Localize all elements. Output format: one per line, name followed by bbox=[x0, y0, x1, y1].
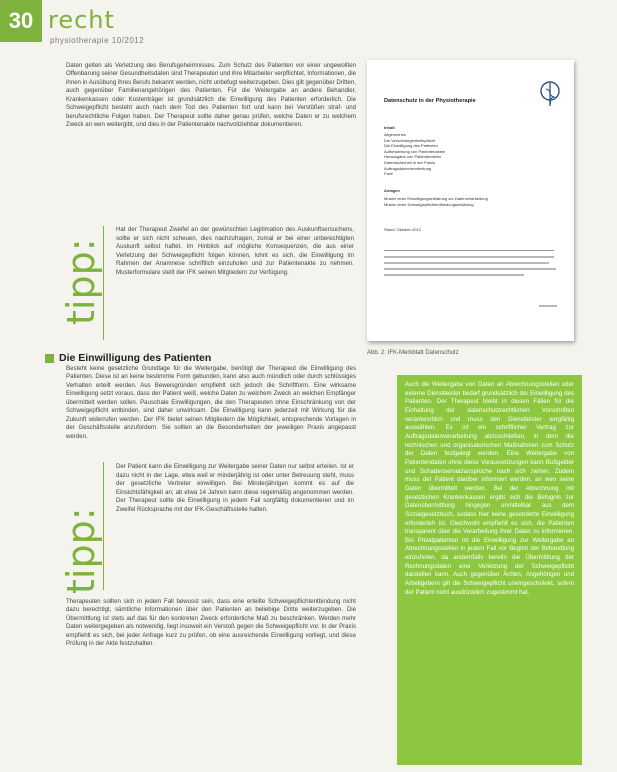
tip-label-2: tipp: bbox=[59, 507, 103, 594]
document-page-mark bbox=[539, 305, 557, 307]
closing-paragraph bbox=[66, 598, 356, 760]
annex-item: Muster einer Schweigepflichtentbindungserklärung bbox=[384, 201, 474, 207]
closing-text: Therapeuten sollten sich in jedem Fall bewusst sein, dass eine erteilte Schweigepflichtentbindung nicht dazu berechtigt, sämtliche Informationen über den Patienten an beliebige Dritte weiterzugeben. Die Übermittlung ist stets auf das für den konkreten Zweck erforderliche Maß zu beschränken. Werden mehr Daten weitergegeben als notwendig, liegt insoweit ein Verstoß gegen die Schweigepflicht vor. In der Praxis empfiehlt es sich, bei jeder Anfrage kurz zu prüfen, ob eine ausreichende Einwilligung vorliegt, und diese Prüfung in der Akte festzuhalten. bbox=[66, 598, 356, 648]
heading-square-icon bbox=[45, 354, 54, 363]
toc-item: Allgemeines bbox=[384, 132, 406, 137]
toc-list bbox=[384, 132, 534, 177]
issue-label: physiotherapie 10/2012 bbox=[50, 36, 145, 45]
annex-list bbox=[384, 196, 559, 207]
document-body-lines bbox=[384, 256, 559, 280]
tip-text-2: Der Patient kann die Einwilligung zur Weitergabe seiner Daten nur selbst erteilen. Ist er dazu nicht in der Lage, etwa weil er minderjährig ist oder unter Betreuung steht, muss der gesetzliche Vertreter einwilligen. Bei Minderjährigen kommt es auf die Einsichtsfähigkeit an; ab etwa 14 Jahren kann diese regelmäßig angenommen werden. Der Therapeut sollte die Einwilligung in jedem Fall sorgfältig dokumentieren und im Zweifel Rücksprache mit der IFK-Geschäftsstelle halten. bbox=[116, 463, 354, 513]
consent-text: Besteht keine gesetzliche Grundlage für die Weitergabe, benötigt der Therapeut die Einwilligung des Patienten. Diese ist an keine bestimmte Form gebunden, kann also auch mündlich oder durch schlüssiges Verhalten erteilt werden. Aus Beweisgründen empfiehlt sich jedoch die Schriftform. Eine wirksame Einwilligung setzt voraus, dass der Patient weiß, welche Daten zu welchem Zweck an welchen Empfänger übermittelt werden sollen. Pauschale Einwilligungen, die den Therapeuten ohne Einschränkung von der Schweigepflicht entbinden, sind daher unwirksam. Die Einwilligung kann jederzeit mit Wirkung für die Zukunft widerrufen werden. Der IFK bietet seinen Mitgliedern die Möglichkeit, entsprechende Vorlagen in der Geschäftsstelle anzufordern. Sie sollten an die Besonderheiten der jeweiligen Praxis angepasst werden. bbox=[66, 365, 356, 440]
intro-paragraph bbox=[66, 62, 356, 222]
sidebar-box-text: Auch die Weitergabe von Daten an Abrechnungsstellen oder externe Dienstleister bedarf grundsätzlich der Einwilligung des Patienten. Der Therapeut bleibt in diesen Fällen für die Einhaltung der datenschutzrechtlichen Vorschriften verantwortlich und muss den Dienstleister sorgfältig auswählen. Es ist ein schriftlicher Vertrag zur Auftragsdatenverarbeitung abzuschließen, in dem die technischen und organisatorischen Maßnahmen zum Schutz der Daten festgelegt werden. Eine Weitergabe von Patientendaten ohne diese Voraussetzungen kann Bußgelder und Schadensersatzansprüche nach sich ziehen. Zudem muss der Patient darüber informiert werden, an wen seine Daten übermittelt werden. Bei der Abrechnung mit gesetzlichen Krankenkassen ergibt sich die Befugnis zur Datenübermittlung hingegen unmittelbar aus dem Sozialgesetzbuch, sodass hier keine gesonderte Einwilligung erforderlich ist. Gleichwohl empfiehlt es sich, die Patienten transparent über die Verarbeitung ihrer Daten zu informieren. Bei Privatpatienten ist die Einwilligung zur Weitergabe an Abrechnungsstellen in jedem Fall vor Beginn der Behandlung einzuholen, da andernfalls bereits die Übermittlung der Rechnungsdaten eine Verletzung der Schweigepflicht darstellen kann. Auch gegenüber Ärzten, Angehörigen und Arbeitgebern gilt die Schweigepflicht uneingeschränkt, sofern der Patient nicht ausdrücklich zugestimmt hat. bbox=[405, 381, 574, 596]
tip-label-1: tipp: bbox=[59, 238, 103, 325]
toc-item: Herausgabe von Patientenakten bbox=[384, 154, 442, 160]
document-footer: Stand: Oktober 2012 bbox=[384, 227, 421, 232]
toc-item: Fazit bbox=[384, 171, 393, 177]
figure-caption: Abb. 2: IFK-Merkblatt Datenschutz bbox=[367, 350, 459, 356]
section-heading bbox=[45, 352, 211, 364]
sidebar-box bbox=[397, 375, 582, 765]
annex-item: Muster einer Einwilligungserklärung zur Datenverarbeitung bbox=[384, 196, 488, 201]
tip-text-1: Hat der Therapeut Zweifel an der gewünschten Legitimation des Auskunftsersuchens, sollte er sich nicht scheuen, dies nachzufragen, zumal er bei einer unberechtigten Auskunft selbst haftet. Im Hinblick auf mögliche Konsequenzen, die aus einer Verletzung der Schweigepflicht folgen können, lohnt es sich, die Einwilligung im Rahmen der Anamnese schriftlich einzuholen und zur Patientenakte zu nehmen. Musterformulare stellt der IFK seinen Mitgliedern zur Verfügung. bbox=[116, 226, 354, 276]
toc-item: Datensicherheit in der Praxis bbox=[384, 159, 436, 165]
toc-item: Die Verschwiegenheitspflicht bbox=[384, 137, 435, 143]
section-title: recht bbox=[48, 6, 115, 34]
document-thumbnail bbox=[367, 60, 574, 341]
toc-item: Aufbewahrung von Patientenakten bbox=[384, 148, 446, 154]
tip-divider-2 bbox=[103, 462, 104, 590]
document-title: Datenschutz in der Physiotherapie bbox=[384, 98, 476, 104]
toc-heading: Inhalt bbox=[384, 125, 395, 130]
consent-paragraph bbox=[66, 365, 356, 451]
tip-divider-1 bbox=[103, 226, 104, 340]
section-heading-text: Die Einwilligung des Patienten bbox=[59, 352, 212, 364]
page-number: 30 bbox=[0, 0, 42, 42]
toc-item: Auftragsdatenverarbeitung bbox=[384, 165, 432, 171]
caduceus-logo-icon bbox=[539, 80, 561, 108]
intro-text: Daten gelten als Verletzung des Berufsgeheimnisses. Zum Schutz des Patienten vor einer ungewollten Offenbarung seiner Gesundheitsdaten sind Therapeuten und ihre Mitarbeiter verpflichtet, Informationen, die ihnen in Ausübung ihres Berufs bekannt werden, nicht unbefugt weiterzugeben. Dies gilt gegenüber Dritten, auch gegenüber Familienangehörigen des Patienten. Für die Weitergabe an andere Behandler, Krankenkassen oder Kostenträger ist grundsätzlich die Einwilligung des Patienten erforderlich. Die Schweigepflicht besteht auch nach dem Tod des Patienten fort und kann bei Verstößen straf- und berufsrechtliche Folgen haben. Der Therapeut sollte daher genau prüfen, welche Daten er zu welchem Zweck an wen weitergibt, und dies in der Patientenakte nachvollziehbar dokumentieren. bbox=[66, 62, 356, 129]
document-rule bbox=[384, 250, 554, 251]
annex-heading: Anlagen bbox=[384, 188, 400, 193]
toc-item: Die Einwilligung des Patienten bbox=[384, 143, 438, 149]
